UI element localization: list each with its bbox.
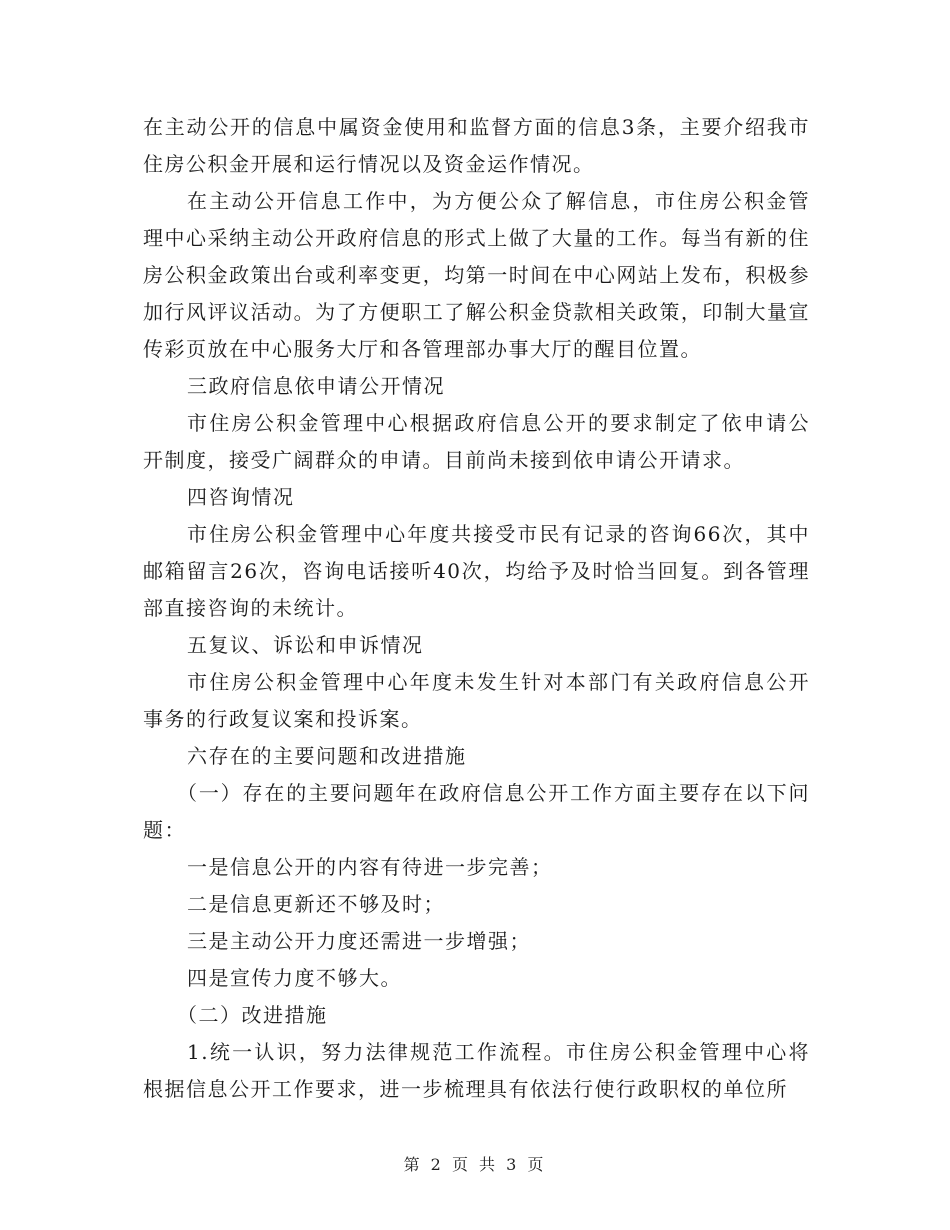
subsection-measures: （二）改进措施 xyxy=(177,1003,328,1027)
list-item-4: 四是宣传力度不够大。 xyxy=(187,966,402,990)
list-item-1: 一是信息公开的内容有待进一步完善； xyxy=(187,855,553,879)
paragraph-5: 市住房公积金管理中心年度未发生针对本部门有关政府信息公开事务的行政复议案和投诉案。 xyxy=(143,670,810,731)
section-heading-4: 四咨询情况 xyxy=(187,485,295,509)
subsection-problems: （一）存在的主要问题年在政府信息公开工作方面主要存在以下问题： xyxy=(143,781,810,842)
list-item-3: 三是主动公开力度还需进一步增强； xyxy=(187,929,531,953)
document-body xyxy=(143,109,810,1108)
paragraph-2: 在主动公开信息工作中，为方便公众了解信息，市住房公积金管理中心采纳主动公开政府信息的形式上做了大量的工作。每当有新的住房公积金政策出台或利率变更，均第一时间在中心网站上发布，积极参加行风评议活动。为了方便职工了解公积金贷款相关政策，印制大量宣传彩页放在中心服务大厅和各管理部办事大厅的醒目位置。 xyxy=(143,189,810,361)
paragraph-1: 在主动公开的信息中属资金使用和监督方面的信息3条，主要介绍我市住房公积金开展和运行情况以及资金运作情况。 xyxy=(143,115,810,176)
section-heading-3: 三政府信息依申请公开情况 xyxy=(187,374,445,398)
section-heading-6: 六存在的主要问题和改进措施 xyxy=(187,744,467,768)
paragraph-4: 市住房公积金管理中心年度共接受市民有记录的咨询66次，其中邮箱留言26次，咨询电话接听40次，均给予及时恰当回复。到各管理部直接咨询的未统计。 xyxy=(143,522,810,620)
paragraph-measure-1: 1.统一认识，努力法律规范工作流程。市住房公积金管理中心将根据信息公开工作要求，进一步梳理具有依法行使行政职权的单位所 xyxy=(143,1040,810,1101)
section-heading-5: 五复议、诉讼和申诉情况 xyxy=(187,633,424,657)
paragraph-3: 市住房公积金管理中心根据政府信息公开的要求制定了依申请公开制度，接受广阔群众的申请。目前尚未接到依申请公开请求。 xyxy=(143,411,810,472)
list-item-2: 二是信息更新还不够及时； xyxy=(187,892,445,916)
page-number-footer: 第 2 页 共 3 页 xyxy=(403,1155,547,1174)
